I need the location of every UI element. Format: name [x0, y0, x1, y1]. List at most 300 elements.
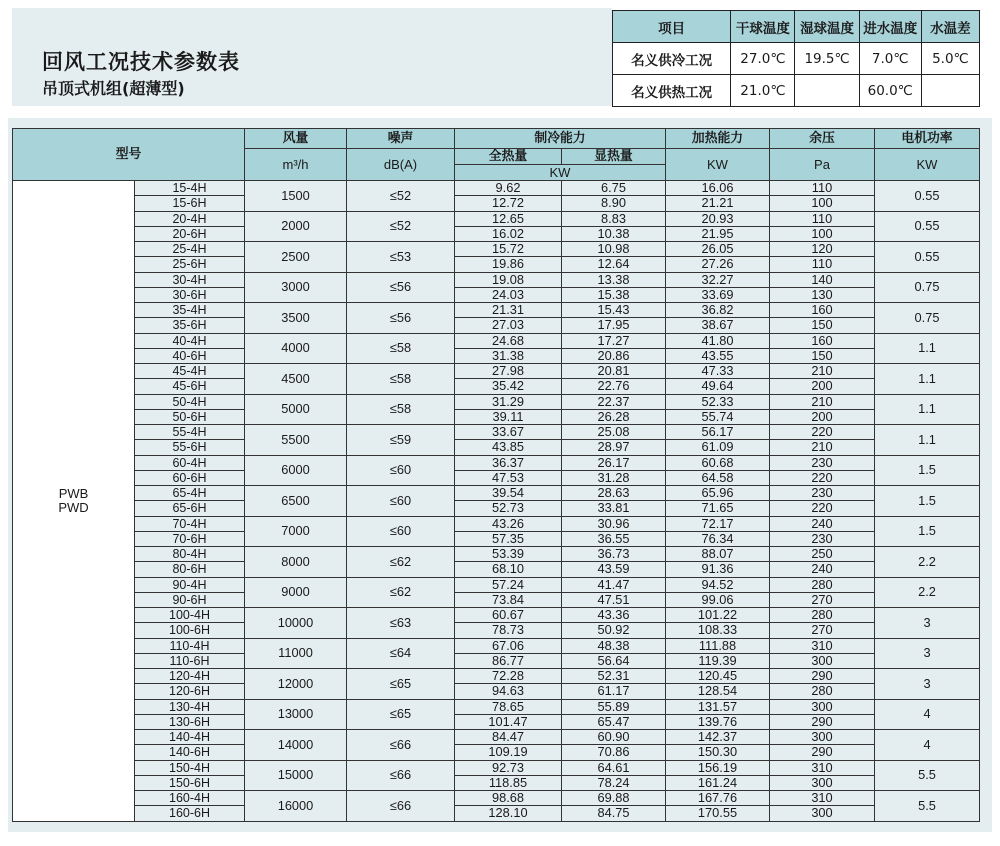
table-row [13, 303, 980, 318]
model-cell: 80-6H [135, 562, 245, 577]
sensible-heat-cell: 43.36 [562, 608, 666, 623]
model-cell: 130-6H [135, 714, 245, 729]
model-cell: 20-4H [135, 211, 245, 226]
total-heat-cell: 43.26 [455, 516, 562, 531]
heating-cell: 94.52 [666, 577, 770, 592]
motor-cell: 5.5 [875, 791, 980, 822]
total-heat-cell: 109.19 [455, 745, 562, 760]
heating-cell: 142.37 [666, 730, 770, 745]
sensible-heat-cell: 10.98 [562, 242, 666, 257]
model-cell: 25-4H [135, 242, 245, 257]
pressure-cell: 250 [770, 547, 875, 562]
pressure-cell: 100 [770, 226, 875, 241]
page-title: 回风工况技术参数表 [42, 50, 240, 74]
total-heat-cell: 57.35 [455, 531, 562, 546]
sensible-heat-cell: 55.89 [562, 699, 666, 714]
sensible-heat-cell: 78.24 [562, 775, 666, 790]
noise-cell: ≤64 [347, 638, 455, 669]
heating-cell: 64.58 [666, 470, 770, 485]
heating-cell: 20.93 [666, 211, 770, 226]
airflow-cell: 4500 [245, 364, 347, 395]
model-cell: 35-4H [135, 303, 245, 318]
table-row [13, 272, 980, 287]
total-heat-cell: 57.24 [455, 577, 562, 592]
table-row [13, 226, 980, 241]
airflow-cell: 9000 [245, 577, 347, 608]
pressure-cell: 160 [770, 333, 875, 348]
sensible-heat-cell: 43.59 [562, 562, 666, 577]
sensible-heat-cell: 22.37 [562, 394, 666, 409]
motor-cell: 1.1 [875, 364, 980, 395]
table-row [13, 714, 980, 729]
header-motor: 电机功率 [875, 129, 980, 149]
conditions-header-row [613, 11, 980, 43]
header-total-heat: 全热量 [455, 149, 562, 165]
model-cell: 60-4H [135, 455, 245, 470]
table-row [13, 577, 980, 592]
heating-cell: 108.33 [666, 623, 770, 638]
total-heat-cell: 53.39 [455, 547, 562, 562]
total-heat-cell: 78.65 [455, 699, 562, 714]
total-heat-cell: 27.03 [455, 318, 562, 333]
sensible-heat-cell: 28.97 [562, 440, 666, 455]
heating-cell: 101.22 [666, 608, 770, 623]
total-heat-cell: 12.72 [455, 196, 562, 211]
conditions-cell: 27.0℃ [731, 43, 795, 75]
motor-cell: 1.5 [875, 516, 980, 547]
pressure-cell: 310 [770, 638, 875, 653]
airflow-cell: 13000 [245, 699, 347, 730]
table-row [13, 684, 980, 699]
header-pressure: 余压 [770, 129, 875, 149]
motor-cell: 4 [875, 730, 980, 761]
sensible-heat-cell: 84.75 [562, 806, 666, 821]
total-heat-cell: 16.02 [455, 226, 562, 241]
airflow-cell: 16000 [245, 791, 347, 822]
conditions-cell: 60.0℃ [859, 75, 921, 107]
pressure-cell: 120 [770, 242, 875, 257]
total-heat-cell: 52.73 [455, 501, 562, 516]
noise-cell: ≤62 [347, 577, 455, 608]
total-heat-cell: 92.73 [455, 760, 562, 775]
model-cell: 160-6H [135, 806, 245, 821]
pressure-cell: 230 [770, 531, 875, 546]
sensible-heat-cell: 22.76 [562, 379, 666, 394]
table-row [13, 730, 980, 745]
spec-table [12, 128, 980, 822]
airflow-cell: 1500 [245, 181, 347, 212]
table-row [13, 196, 980, 211]
pressure-cell: 280 [770, 608, 875, 623]
airflow-cell: 14000 [245, 730, 347, 761]
total-heat-cell: 78.73 [455, 623, 562, 638]
total-heat-cell: 31.29 [455, 394, 562, 409]
airflow-cell: 5000 [245, 394, 347, 425]
noise-cell: ≤62 [347, 547, 455, 578]
table-row [13, 653, 980, 668]
total-heat-cell: 27.98 [455, 364, 562, 379]
heating-cell: 43.55 [666, 348, 770, 363]
model-cell: 45-4H [135, 364, 245, 379]
conditions-row-label: 名义供热工况 [613, 75, 731, 107]
table-row [13, 745, 980, 760]
airflow-cell: 2500 [245, 242, 347, 273]
unit-cooling: KW [455, 165, 666, 181]
model-cell: 70-6H [135, 531, 245, 546]
noise-cell: ≤60 [347, 486, 455, 517]
table-row [13, 211, 980, 226]
total-heat-cell: 118.85 [455, 775, 562, 790]
model-cell: 50-6H [135, 409, 245, 424]
conditions-cell: 19.5℃ [795, 43, 859, 75]
total-heat-cell: 94.63 [455, 684, 562, 699]
total-heat-cell: 68.10 [455, 562, 562, 577]
motor-cell: 2.2 [875, 577, 980, 608]
model-cell: 80-4H [135, 547, 245, 562]
table-row [13, 775, 980, 790]
model-cell: 140-4H [135, 730, 245, 745]
sensible-heat-cell: 10.38 [562, 226, 666, 241]
model-cell: 45-6H [135, 379, 245, 394]
pressure-cell: 130 [770, 287, 875, 302]
header-noise: 噪声 [347, 129, 455, 149]
noise-cell: ≤66 [347, 760, 455, 791]
total-heat-cell: 39.54 [455, 486, 562, 501]
motor-cell: 1.1 [875, 333, 980, 364]
total-heat-cell: 24.03 [455, 287, 562, 302]
heating-cell: 47.33 [666, 364, 770, 379]
pressure-cell: 240 [770, 516, 875, 531]
total-heat-cell: 36.37 [455, 455, 562, 470]
conditions-header-cell: 干球温度 [731, 11, 795, 43]
motor-cell: 1.5 [875, 455, 980, 486]
heating-cell: 52.33 [666, 394, 770, 409]
sensible-heat-cell: 41.47 [562, 577, 666, 592]
motor-cell: 3 [875, 638, 980, 669]
heating-cell: 91.36 [666, 562, 770, 577]
table-row [13, 623, 980, 638]
motor-cell: 1.1 [875, 425, 980, 456]
model-cell: 30-4H [135, 272, 245, 287]
noise-cell: ≤56 [347, 272, 455, 303]
table-row [13, 455, 980, 470]
noise-cell: ≤59 [347, 425, 455, 456]
noise-cell: ≤65 [347, 699, 455, 730]
table-row [13, 608, 980, 623]
heating-cell: 161.24 [666, 775, 770, 790]
sensible-heat-cell: 61.17 [562, 684, 666, 699]
sensible-heat-cell: 70.86 [562, 745, 666, 760]
table-row [13, 333, 980, 348]
sensible-heat-cell: 26.17 [562, 455, 666, 470]
sensible-heat-cell: 25.08 [562, 425, 666, 440]
heating-cell: 21.95 [666, 226, 770, 241]
total-heat-cell: 98.68 [455, 791, 562, 806]
model-cell: 65-6H [135, 501, 245, 516]
pressure-cell: 270 [770, 623, 875, 638]
noise-cell: ≤60 [347, 455, 455, 486]
heating-cell: 33.69 [666, 287, 770, 302]
conditions-row-heating [613, 75, 980, 107]
total-heat-cell: 12.65 [455, 211, 562, 226]
series-name: PWD [58, 499, 89, 515]
heating-cell: 88.07 [666, 547, 770, 562]
header-model: 型号 [13, 129, 245, 181]
conditions-cell: 5.0℃ [921, 43, 979, 75]
page-subtitle: 吊顶式机组(超薄型) [42, 79, 185, 98]
heating-cell: 119.39 [666, 653, 770, 668]
conditions-header-cell: 项目 [613, 11, 731, 43]
sensible-heat-cell: 12.64 [562, 257, 666, 272]
pressure-cell: 150 [770, 348, 875, 363]
pressure-cell: 280 [770, 577, 875, 592]
total-heat-cell: 128.10 [455, 806, 562, 821]
sensible-heat-cell: 8.83 [562, 211, 666, 226]
sensible-heat-cell: 13.38 [562, 272, 666, 287]
total-heat-cell: 15.72 [455, 242, 562, 257]
heating-cell: 36.82 [666, 303, 770, 318]
pressure-cell: 210 [770, 364, 875, 379]
airflow-cell: 4000 [245, 333, 347, 364]
sensible-heat-cell: 36.73 [562, 547, 666, 562]
model-cell: 90-4H [135, 577, 245, 592]
model-cell: 120-4H [135, 669, 245, 684]
unit-pressure: Pa [770, 149, 875, 181]
model-cell: 110-4H [135, 638, 245, 653]
table-row [13, 364, 980, 379]
pressure-cell: 230 [770, 455, 875, 470]
total-heat-cell: 31.38 [455, 348, 562, 363]
sensible-heat-cell: 48.38 [562, 638, 666, 653]
heating-cell: 16.06 [666, 181, 770, 196]
total-heat-cell: 9.62 [455, 181, 562, 196]
series-name-cell [13, 181, 135, 822]
sensible-heat-cell: 28.63 [562, 486, 666, 501]
table-row [13, 242, 980, 257]
airflow-cell: 3500 [245, 303, 347, 334]
total-heat-cell: 43.85 [455, 440, 562, 455]
heating-cell: 139.76 [666, 714, 770, 729]
airflow-cell: 6500 [245, 486, 347, 517]
model-cell: 25-6H [135, 257, 245, 272]
sensible-heat-cell: 47.51 [562, 592, 666, 607]
sensible-heat-cell: 20.81 [562, 364, 666, 379]
conditions-row-label: 名义供冷工况 [613, 43, 731, 75]
model-cell: 20-6H [135, 226, 245, 241]
total-heat-cell: 21.31 [455, 303, 562, 318]
total-heat-cell: 73.84 [455, 592, 562, 607]
airflow-cell: 15000 [245, 760, 347, 791]
heating-cell: 72.17 [666, 516, 770, 531]
noise-cell: ≤52 [347, 211, 455, 242]
airflow-cell: 8000 [245, 547, 347, 578]
model-cell: 40-4H [135, 333, 245, 348]
pressure-cell: 200 [770, 379, 875, 394]
heating-cell: 27.26 [666, 257, 770, 272]
table-row [13, 592, 980, 607]
noise-cell: ≤65 [347, 669, 455, 700]
conditions-cell [921, 75, 979, 107]
motor-cell: 2.2 [875, 547, 980, 578]
airflow-cell: 2000 [245, 211, 347, 242]
pressure-cell: 310 [770, 791, 875, 806]
table-row [13, 425, 980, 440]
heating-cell: 55.74 [666, 409, 770, 424]
sensible-heat-cell: 30.96 [562, 516, 666, 531]
heating-cell: 60.68 [666, 455, 770, 470]
airflow-cell: 6000 [245, 455, 347, 486]
table-row [13, 409, 980, 424]
motor-cell: 1.5 [875, 486, 980, 517]
model-cell: 100-4H [135, 608, 245, 623]
pressure-cell: 220 [770, 425, 875, 440]
heating-cell: 167.76 [666, 791, 770, 806]
table-row [13, 394, 980, 409]
noise-cell: ≤52 [347, 181, 455, 212]
sensible-heat-cell: 65.47 [562, 714, 666, 729]
model-cell: 15-6H [135, 196, 245, 211]
sensible-heat-cell: 52.31 [562, 669, 666, 684]
table-row [13, 806, 980, 821]
total-heat-cell: 72.28 [455, 669, 562, 684]
sensible-heat-cell: 15.43 [562, 303, 666, 318]
unit-motor: KW [875, 149, 980, 181]
header-sensible-heat: 显热量 [562, 149, 666, 165]
heating-cell: 150.30 [666, 745, 770, 760]
table-row [13, 287, 980, 302]
unit-noise: dB(A) [347, 149, 455, 181]
heating-cell: 128.54 [666, 684, 770, 699]
heating-cell: 111.88 [666, 638, 770, 653]
noise-cell: ≤60 [347, 516, 455, 547]
heating-cell: 71.65 [666, 501, 770, 516]
heating-cell: 76.34 [666, 531, 770, 546]
airflow-cell: 10000 [245, 608, 347, 639]
total-heat-cell: 60.67 [455, 608, 562, 623]
total-heat-cell: 86.77 [455, 653, 562, 668]
motor-cell: 3 [875, 608, 980, 639]
total-heat-cell: 33.67 [455, 425, 562, 440]
motor-cell: 3 [875, 669, 980, 700]
table-row [13, 379, 980, 394]
pressure-cell: 140 [770, 272, 875, 287]
pressure-cell: 300 [770, 653, 875, 668]
table-row [13, 486, 980, 501]
unit-heating: KW [666, 149, 770, 181]
noise-cell: ≤58 [347, 364, 455, 395]
unit-airflow: m³/h [245, 149, 347, 181]
model-cell: 150-6H [135, 775, 245, 790]
header-heating: 加热能力 [666, 129, 770, 149]
sensible-heat-cell: 31.28 [562, 470, 666, 485]
sensible-heat-cell: 8.90 [562, 196, 666, 211]
heating-cell: 99.06 [666, 592, 770, 607]
sensible-heat-cell: 17.27 [562, 333, 666, 348]
model-cell: 55-6H [135, 440, 245, 455]
model-cell: 130-4H [135, 699, 245, 714]
pressure-cell: 290 [770, 669, 875, 684]
table-row [13, 318, 980, 333]
heating-cell: 38.67 [666, 318, 770, 333]
rating-conditions-table [612, 10, 980, 107]
model-cell: 50-4H [135, 394, 245, 409]
heating-cell: 131.57 [666, 699, 770, 714]
model-cell: 100-6H [135, 623, 245, 638]
pressure-cell: 110 [770, 181, 875, 196]
noise-cell: ≤53 [347, 242, 455, 273]
table-row [13, 516, 980, 531]
table-row [13, 257, 980, 272]
spec-header-row-1 [13, 129, 980, 149]
model-cell: 90-6H [135, 592, 245, 607]
total-heat-cell: 24.68 [455, 333, 562, 348]
noise-cell: ≤63 [347, 608, 455, 639]
heating-cell: 32.27 [666, 272, 770, 287]
motor-cell: 1.1 [875, 394, 980, 425]
motor-cell: 0.75 [875, 272, 980, 303]
conditions-header-cell: 湿球温度 [795, 11, 859, 43]
pressure-cell: 290 [770, 745, 875, 760]
conditions-header-cell: 水温差 [921, 11, 979, 43]
heating-cell: 56.17 [666, 425, 770, 440]
table-row [13, 669, 980, 684]
model-cell: 70-4H [135, 516, 245, 531]
table-row [13, 760, 980, 775]
heating-cell: 49.64 [666, 379, 770, 394]
table-row [13, 348, 980, 363]
heating-cell: 61.09 [666, 440, 770, 455]
table-row [13, 547, 980, 562]
total-heat-cell: 35.42 [455, 379, 562, 394]
pressure-cell: 300 [770, 806, 875, 821]
sensible-heat-cell: 36.55 [562, 531, 666, 546]
model-cell: 140-6H [135, 745, 245, 760]
model-cell: 120-6H [135, 684, 245, 699]
model-cell: 55-4H [135, 425, 245, 440]
pressure-cell: 150 [770, 318, 875, 333]
pressure-cell: 240 [770, 562, 875, 577]
table-row [13, 181, 980, 196]
pressure-cell: 110 [770, 257, 875, 272]
model-cell: 65-4H [135, 486, 245, 501]
heating-cell: 21.21 [666, 196, 770, 211]
table-row [13, 699, 980, 714]
pressure-cell: 220 [770, 501, 875, 516]
sensible-heat-cell: 6.75 [562, 181, 666, 196]
motor-cell: 5.5 [875, 760, 980, 791]
pressure-cell: 100 [770, 196, 875, 211]
series-name: PWB [58, 485, 89, 501]
heating-cell: 156.19 [666, 760, 770, 775]
table-row [13, 791, 980, 806]
pressure-cell: 300 [770, 730, 875, 745]
header-airflow: 风量 [245, 129, 347, 149]
noise-cell: ≤66 [347, 791, 455, 822]
heating-cell: 120.45 [666, 669, 770, 684]
pressure-cell: 270 [770, 592, 875, 607]
pressure-cell: 290 [770, 714, 875, 729]
pressure-cell: 280 [770, 684, 875, 699]
noise-cell: ≤66 [347, 730, 455, 761]
total-heat-cell: 19.08 [455, 272, 562, 287]
sensible-heat-cell: 69.88 [562, 791, 666, 806]
model-cell: 60-6H [135, 470, 245, 485]
model-cell: 30-6H [135, 287, 245, 302]
table-row [13, 470, 980, 485]
pressure-cell: 300 [770, 775, 875, 790]
noise-cell: ≤56 [347, 303, 455, 334]
pressure-cell: 230 [770, 486, 875, 501]
